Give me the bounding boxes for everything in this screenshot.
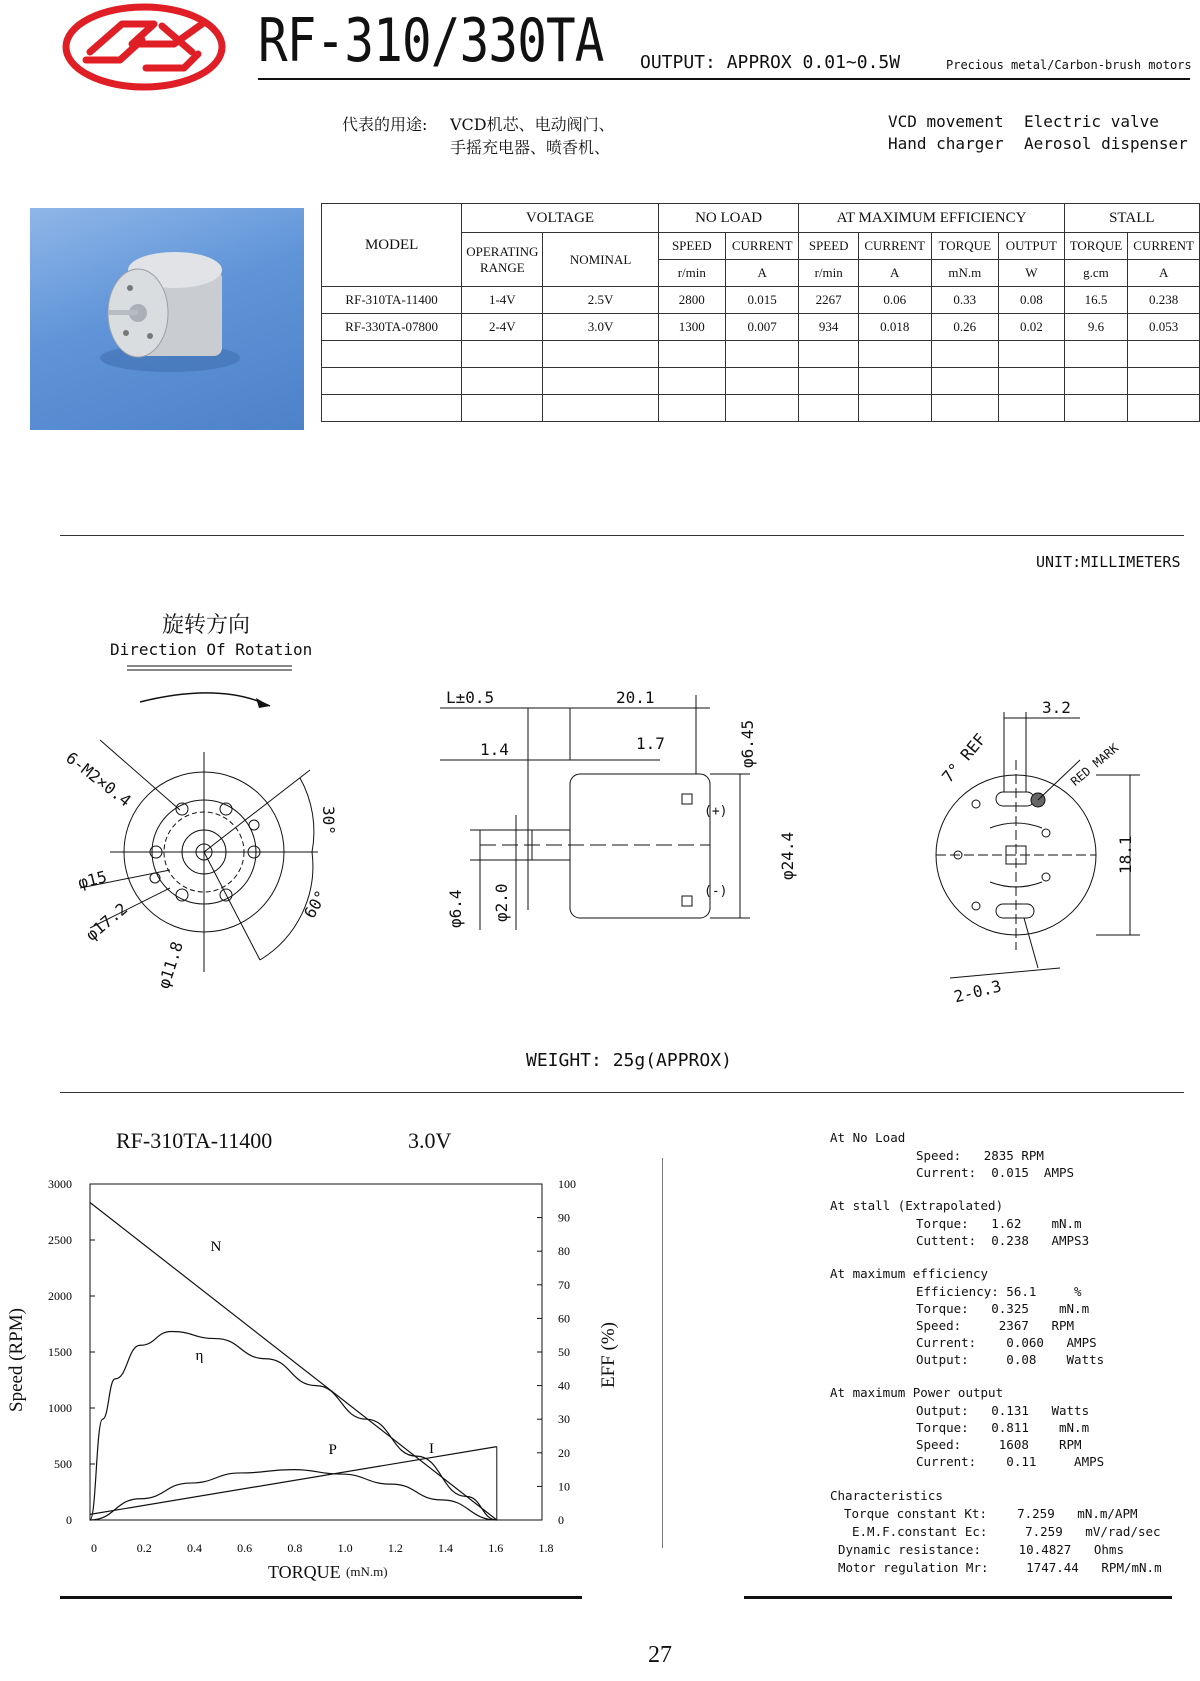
page-title: RF-310/330TA [258,6,604,76]
group-stall: STALL [1064,204,1199,233]
dim-2-0-3: 2-0.3 [952,976,1004,1007]
max-eff-line: Torque: 0.325 mN.m [916,1301,1090,1316]
max-eff-line: Speed: 2367 RPM [916,1318,1075,1333]
application-en-2: Electric valve [1024,112,1159,131]
rotation-title-cn: 旋转方向 [162,613,251,638]
table-row [322,287,1200,314]
x-tick-label: 0 [91,1541,97,1555]
cell: RF-330TA-07800 [322,314,462,341]
cell: 0.02 [999,314,1065,341]
page-number: 27 [648,1642,672,1668]
cell: 2.5V [543,287,658,314]
front-face-drawing [60,660,360,1000]
y2-tick-label: 70 [558,1277,570,1292]
y2-tick-label: 20 [558,1445,570,1460]
table-row-empty [322,368,1200,395]
y-tick-label: 2000 [48,1289,72,1303]
table-row-empty [322,395,1200,422]
max-power-line: Current: 0.11 AMPS [916,1454,1105,1469]
motor-type-subtitle: Precious metal/Carbon-brush motors [946,58,1192,72]
bottom-rule-left [60,1596,582,1599]
sub-output: OUTPUT [999,233,1065,260]
dim-phi11: φ11.8 [154,939,187,991]
unit-label: UNIT:MILLIMETERS [1036,553,1181,571]
header-rule [258,78,1190,80]
max-power-title: At maximum Power output [830,1385,1004,1400]
series-label: N [210,1239,222,1256]
cell: RF-310TA-11400 [322,287,462,314]
dim-7-ref: 7° REF [938,729,990,787]
y-tick-label: 3000 [48,1177,72,1191]
group-max-efficiency: AT MAXIMUM EFFICIENCY [799,204,1064,233]
characteristics-line: Dynamic resistance: 10.4827 Ohms [838,1542,1124,1557]
cell: 934 [799,314,858,341]
motor-photo [30,208,304,430]
dim-phi6-45: φ6.45 [738,719,757,768]
y2-tick-label: 50 [558,1345,570,1359]
terminal-minus: (-) [704,884,728,899]
sub-torque: TORQUE [931,233,999,260]
y-tick-label: 2500 [48,1233,72,1247]
bottom-rule-right [744,1596,1172,1599]
applications-cn-line2: 手摇充电器、喷香机、 [450,138,611,157]
unit: A [858,260,931,287]
x-tick-label: 1.2 [387,1541,403,1555]
chart-ylabel: Speed (RPM) [6,1308,27,1412]
sub-current: CURRENT [725,233,799,260]
cell: 0.33 [931,287,999,314]
dim-20-1: 20.1 [616,688,655,707]
dim-phi2-0: φ2.0 [492,883,511,922]
cell: 0.018 [858,314,931,341]
application-en-1: VCD movement [888,112,1004,131]
group-no-load: NO LOAD [658,204,799,233]
x-tick-label: 0.4 [186,1541,202,1555]
y2-tick-label: 80 [558,1244,570,1259]
dim-phi24-4: φ24.4 [778,831,797,880]
y2-tick-label: 0 [558,1513,564,1527]
chart-xunit: (mN.m) [346,1564,388,1579]
dim-18-1: 18.1 [1116,835,1135,874]
chart-voltage: 3.0V [408,1128,452,1153]
x-tick-label: 1.0 [337,1541,353,1555]
cell: 1-4V [462,287,543,314]
x-tick-label: 0.8 [287,1541,303,1555]
section-divider [60,535,1184,536]
dim-1-7: 1.7 [636,734,665,753]
application-en-4: Aerosol dispenser [1024,134,1188,153]
col-model: MODEL [322,204,462,287]
red-mark-label: RED MARK [1068,740,1122,789]
series-label: P [328,1441,337,1458]
y-tick-label: 0 [66,1513,72,1527]
dim-3-2: 3.2 [1042,698,1071,717]
x-tick-label: 1.6 [488,1541,504,1555]
chart-divider [662,1158,663,1548]
max-eff-line: Current: 0.060 AMPS [916,1335,1097,1350]
characteristics-line: Motor regulation Mr: 1747.44 RPM/mN.m [838,1560,1162,1575]
unit: g.cm [1064,260,1128,287]
cell: 0.06 [858,287,931,314]
unit: r/min [799,260,858,287]
sub-operating-range: OPERATING RANGE [462,233,543,287]
characteristics-title: Characteristics [830,1488,943,1503]
cell: 0.238 [1128,287,1200,314]
x-tick-label: 1.4 [438,1541,454,1555]
cell: 2267 [799,287,858,314]
no-load-title: At No Load [830,1130,906,1145]
no-load-line: Speed: 2835 RPM [916,1148,1044,1163]
max-eff-title: At maximum efficiency [830,1266,989,1281]
characteristics-line: Torque constant Kt: 7.259 mN.m/APM [844,1506,1138,1521]
series-label: η [195,1347,204,1364]
chart-title: RF-310TA-11400 [116,1128,273,1153]
sub-nominal: NOMINAL [543,233,658,287]
cell: 3.0V [543,314,658,341]
cell: 0.26 [931,314,999,341]
terminal-plus: (+) [704,804,728,819]
y-tick-label: 1000 [48,1401,72,1415]
sub-current: CURRENT [1128,233,1200,260]
section-divider [60,1092,1184,1093]
chart-y2label: EFF (%) [598,1322,619,1388]
unit: A [1128,260,1200,287]
cell: 0.007 [725,314,799,341]
cell: 0.08 [999,287,1065,314]
unit: mN.m [931,260,999,287]
y2-tick-label: 30 [558,1412,570,1427]
cell: 1300 [658,314,725,341]
stall-line: Torque: 1.62 mN.m [916,1216,1082,1231]
series-P [90,1470,497,1520]
y-tick-label: 500 [54,1457,72,1471]
x-tick-label: 1.8 [538,1541,554,1555]
spec-table [321,203,1200,422]
dim-thread: 6-M2×0.4 [62,748,135,811]
weight-label: WEIGHT: 25g(APPROX) [526,1050,732,1071]
cell: 9.6 [1064,314,1128,341]
applications-cn-label: 代表的用途: [342,115,428,134]
sub-torque: TORQUE [1064,233,1128,260]
sub-speed: SPEED [799,233,858,260]
application-en-3: Hand charger [888,134,1004,153]
unit: A [725,260,799,287]
dim-angle-30: 30° [319,806,338,835]
max-power-line: Torque: 0.811 mN.m [916,1420,1090,1435]
dim-angle-60: 60° [300,886,331,922]
cell: 0.015 [725,287,799,314]
cell: 16.5 [1064,287,1128,314]
dim-length: L±0.5 [446,688,495,707]
max-power-line: Output: 0.131 Watts [916,1403,1090,1418]
table-row [322,314,1200,341]
cell: 0.053 [1128,314,1200,341]
unit: r/min [658,260,725,287]
x-tick-label: 0.2 [136,1541,152,1555]
no-load-line: Current: 0.015 AMPS [916,1165,1075,1180]
sub-current: CURRENT [858,233,931,260]
y2-tick-label: 100 [558,1177,576,1191]
rotation-title-en: Direction Of Rotation [110,640,313,659]
sub-speed: SPEED [658,233,725,260]
plot-frame [90,1184,542,1520]
dim-1-4: 1.4 [480,740,509,759]
y2-tick-label: 40 [558,1378,570,1393]
group-voltage: VOLTAGE [462,204,659,233]
y2-tick-label: 10 [558,1479,570,1494]
y2-tick-label: 90 [558,1210,570,1225]
dim-phi6-4: φ6.4 [446,889,465,928]
stall-line: Cuttent: 0.238 AMPS3 [916,1233,1090,1248]
dim-phi17: φ17.2 [82,899,132,945]
y-tick-label: 1500 [48,1345,72,1359]
dim-phi15: φ15 [76,867,109,893]
stall-title: At stall (Extrapolated) [830,1198,1004,1213]
table-row-empty [322,341,1200,368]
chart-xlabel: TORQUE [268,1562,341,1582]
series-N [90,1202,497,1520]
x-tick-label: 0.6 [237,1541,253,1555]
max-power-line: Speed: 1608 RPM [916,1437,1082,1452]
unit: W [999,260,1065,287]
characteristics-line: E.M.F.constant Ec: 7.259 mV/rad/sec [852,1524,1161,1539]
max-eff-line: Output: 0.08 Watts [916,1352,1105,1367]
series-eta [90,1332,497,1520]
y2-tick-label: 60 [558,1311,570,1326]
series-I [90,1447,497,1515]
series-label: I [429,1440,434,1457]
torque-curve-chart [0,1160,620,1560]
brand-logo [62,2,226,92]
applications-cn-line1: VCD机芯、电动阀门、 [450,115,615,134]
cell: 2-4V [462,314,543,341]
max-eff-line: Efficiency: 56.1 % [916,1284,1082,1299]
output-range: OUTPUT: APPROX 0.01~0.5W [640,52,901,73]
cell: 2800 [658,287,725,314]
